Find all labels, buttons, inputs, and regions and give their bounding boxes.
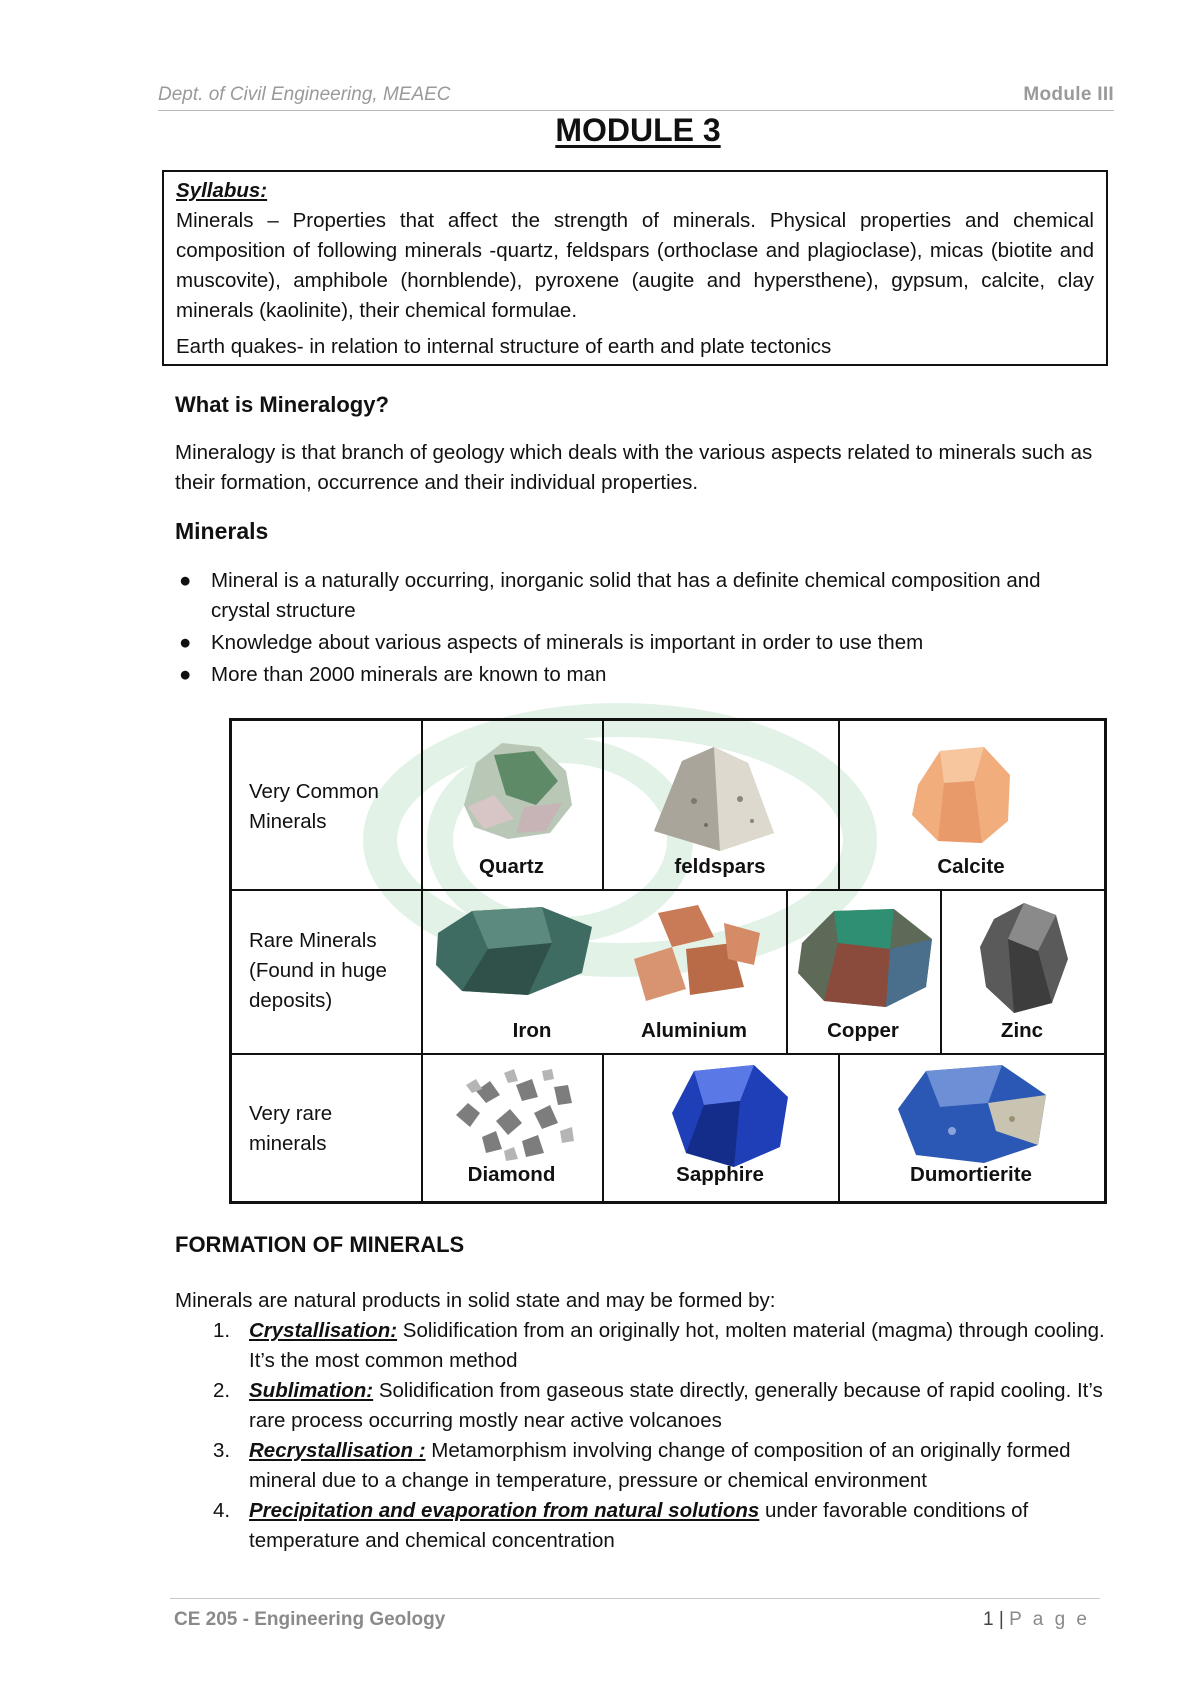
bullet-icon: ●: [179, 631, 192, 654]
mineral-label-dumortierite: Dumortierite: [910, 1163, 1032, 1186]
list-item: 3. Recrystallisation : Metamorphism involving change of composition of an originally formed mineral due to a change in temperature, pressure or chemical environment: [213, 1439, 1071, 1492]
bullet-icon: ●: [179, 663, 192, 686]
list-item: ● More than 2000 minerals are known to man: [175, 660, 1105, 690]
mineral-label-calcite: Calcite: [937, 855, 1005, 878]
mineral-label-iron: Iron: [512, 1019, 552, 1042]
mineral-label-copper: Copper: [827, 1019, 899, 1042]
mineral-label-quartz: Quartz: [479, 855, 544, 878]
syllabus-text-earthquakes: Earth quakes- in relation to internal structure of earth and plate tectonics: [176, 335, 832, 358]
calcite-mineral-image: [904, 741, 1020, 849]
list-item: 2. Sublimation: Solidification from gaseous state directly, generally because of rapid cooling. It’s rare process occurring mostly near active volcanoes: [213, 1379, 1103, 1432]
aluminium-mineral-image: [628, 903, 768, 1013]
diamond-mineral-image: [446, 1065, 582, 1165]
minerals-heading: Minerals: [175, 518, 269, 544]
mineral-label-feldspars: feldspars: [674, 855, 766, 878]
mineralogy-text: Mineralogy is that branch of geology which deals with the various aspects related to minerals such as their formation, occurrence and their individual properties.: [175, 441, 1093, 494]
header-module: Module III: [1023, 84, 1114, 105]
page-footer: [170, 1598, 1100, 1635]
row-label-rare: Rare Minerals (Found in huge deposits): [249, 929, 387, 1012]
feldspars-mineral-image: [644, 741, 784, 855]
list-item: 4. Precipitation and evaporation from natural solutions under favorable conditions of temperature and chemical concentration: [213, 1499, 1029, 1552]
page-header: [158, 82, 1114, 111]
mineral-label-zinc: Zinc: [1000, 1019, 1044, 1042]
dumortierite-mineral-image: [892, 1061, 1052, 1165]
syllabus-text: Minerals – Properties that affect the strength of minerals. Physical properties and chemical composition of following minerals -quartz, feldspars (orthoclase and plagioclase), micas (biotite and muscovite), amphibole (hornblende), pyroxene (augite and hypersthene), gypsum, calcite, clay minerals (kaolinite), their chemical formulae.: [176, 209, 1094, 322]
copper-mineral-image: [794, 903, 938, 1013]
quartz-mineral-image: [454, 735, 580, 845]
list-item: 1. Crystallisation: Solidification from an originally hot, molten material (magma) through cooling. It’s the most common method: [213, 1319, 1105, 1372]
mineralogy-heading: What is Mineralogy?: [175, 392, 389, 417]
iron-mineral-image: [432, 903, 598, 1001]
formation-intro: Minerals are natural products in solid state and may be formed by:: [175, 1289, 776, 1312]
bullet-icon: ●: [179, 569, 192, 592]
mineral-table: [229, 718, 1107, 1204]
mineral-label-diamond: Diamond: [467, 1163, 556, 1186]
minerals-bullet-list: [175, 566, 1105, 692]
header-department: Dept. of Civil Engineering, MEAEC: [158, 84, 451, 105]
page-title: MODULE 3: [555, 112, 721, 148]
footer-page-number: 1 | P a g e: [983, 1609, 1090, 1630]
zinc-mineral-image: [974, 899, 1074, 1017]
syllabus-box: [162, 170, 1108, 366]
table-divider: [232, 1053, 1104, 1055]
row-label-very-common: Very Common Minerals: [249, 780, 379, 833]
sapphire-mineral-image: [664, 1061, 796, 1171]
table-divider: [232, 889, 1104, 891]
row-label-very-rare: Very rare minerals: [249, 1102, 333, 1155]
formation-heading: FORMATION OF MINERALS: [175, 1232, 465, 1257]
mineral-label-sapphire: Sapphire: [676, 1163, 764, 1186]
formation-steps-list: [175, 1316, 1105, 1556]
footer-course: CE 205 - Engineering Geology: [174, 1609, 446, 1630]
list-item: ● Mineral is a naturally occurring, inorganic solid that has a definite chemical composition and crystal structure: [175, 566, 1105, 626]
list-item: ● Knowledge about various aspects of minerals is important in order to use them: [175, 628, 1105, 658]
syllabus-heading: Syllabus:: [176, 179, 268, 202]
mineral-label-aluminium: Aluminium: [641, 1019, 747, 1042]
table-divider: [421, 721, 423, 1204]
